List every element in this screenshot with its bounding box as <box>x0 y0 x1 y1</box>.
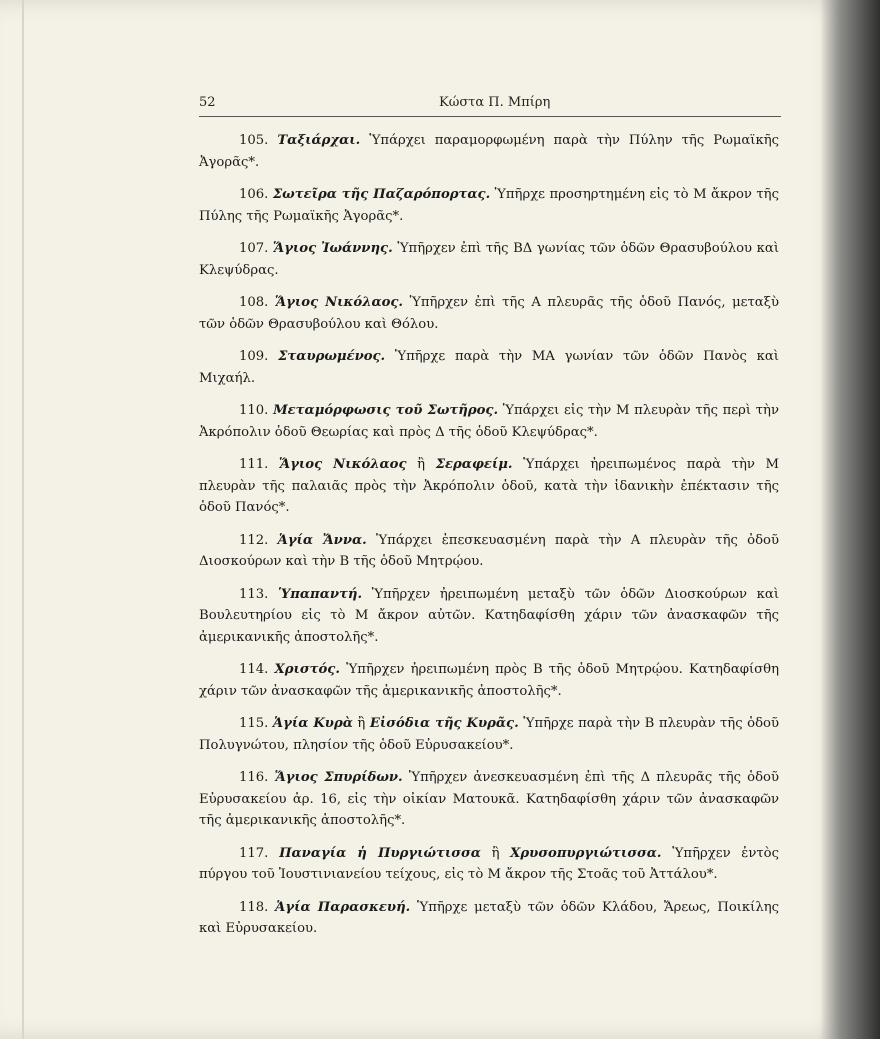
church-name: Μεταμόρφωσις τοῦ Σωτῆρος. <box>273 403 499 418</box>
church-name: Σταυρωμένος. <box>278 349 386 364</box>
entry-text: Ὑπῆρχεν ἠρειπωμένη πρὸς Β τῆς ὁδοῦ Μητρῴου. Κατηδαφίσθη χάριν τῶν ἀνασκαφῶν τῆς ἀμερικανικῆς ἀποστολῆς*. <box>199 662 779 699</box>
church-name: Ταξιάρχαι. <box>277 133 361 148</box>
page-edge-line <box>22 0 24 1039</box>
entry-118 <box>199 897 779 940</box>
entry-116 <box>199 767 779 832</box>
entry-text: Ὑπῆρχε μεταξὺ τῶν ὁδῶν Κλάδου, Ἄρεως, Ποικίλης καὶ Εὐρυσακείου. <box>199 899 779 936</box>
church-name: Ἅγιος Ἰωάννης. <box>273 241 393 256</box>
entry-109 <box>199 346 779 389</box>
entry-number: 110. <box>239 403 269 418</box>
church-name: Ὑπαπαντή. <box>278 586 363 602</box>
entry-text: Ὑπάρχει ἠρειπωμένος παρὰ τὴν Μ πλευρὰν τῆς παλαιᾶς πρὸς τὴν Ἀκρόπολιν ὁδοῦ, κατὰ τὴν ἰδανικὴν ἐπέκτασιν τῆς ὁδοῦ Πανός*. <box>199 457 779 515</box>
page-header <box>199 95 779 117</box>
entry-number: 113. <box>239 586 269 602</box>
entry-text: Ὑπῆρχε παρὰ τὴν ΜΑ γωνίαν τῶν ὁδῶν Πανὸς καὶ Μιχαήλ. <box>199 349 779 386</box>
entry-117 <box>199 843 779 886</box>
entry-text: Ὑπάρχει παραμορφωμένη παρὰ τὴν Πύλην τῆς Ρωμαϊκῆς Ἀγορᾶς*. <box>199 133 779 170</box>
church-name: Σωτεῖρα τῆς Παζαρόπορτας. <box>272 187 491 202</box>
entry-number: 107. <box>239 241 269 256</box>
entry-text: Ὑπῆρχε προσηρτημένη εἰς τὸ Μ ἄκρον τῆς Πύλης τῆς Ρωμαϊκῆς Ἀγορᾶς*. <box>199 187 779 224</box>
church-name: Ἅγιος Νικόλαος. <box>274 295 404 310</box>
entry-112 <box>199 530 779 573</box>
entry-text: Ὑπῆρχεν ἐπὶ τῆς ΒΔ γωνίας τῶν ὁδῶν Θρασυβούλου καὶ Κλεψύδρας. <box>199 241 779 278</box>
entry-106 <box>199 184 779 227</box>
entry-number: 115. <box>239 716 269 731</box>
church-name: Ἅγιος Σπυρίδων. <box>274 770 403 785</box>
entry-114 <box>199 659 779 702</box>
church-alt-name: Χρυσοπυργιώτισσα. <box>510 845 662 861</box>
entry-110 <box>199 400 779 443</box>
church-name: Ἅγιος Νικόλαος <box>279 457 407 472</box>
entry-number: 116. <box>239 770 269 785</box>
entry-105 <box>199 130 779 173</box>
church-alt-name: Σεραφείμ. <box>435 457 513 472</box>
church-name: Ἁγία Παρασκευή. <box>275 899 411 915</box>
church-name: Ἁγία Κυρὰ <box>272 716 353 731</box>
page-number: 52 <box>199 95 216 110</box>
entry-number: 106. <box>239 187 269 202</box>
entry-115 <box>199 713 779 756</box>
entry-text: Ὑπῆρχεν ἠρειπωμένη μεταξὺ τῶν ὁδῶν Διοσκούρων καὶ Βουλευτηρίου εἰς τὸ Μ ἄκρον αὐτῶν. Κατηδαφίσθη χάριν τῶν ἀνασκαφῶν τῆς ἀμερικανικῆς ἀποστολῆς*. <box>199 586 779 645</box>
entry-number: 112. <box>239 532 269 548</box>
name-conjunction: ἢ <box>357 716 366 731</box>
entry-text: Ὑπῆρχεν ἐντὸς πύργου τοῦ Ἰουστινιανείου τείχους, εἰς τὸ Μ ἄκρον τῆς Στοᾶς τοῦ Ἀττάλου*. <box>199 845 779 882</box>
entry-text: Ὑπάρχει εἰς τὴν Μ πλευρὰν τῆς περὶ τὴν Ἀκρόπολιν ὁδοῦ Θεωρίας καὶ πρὸς Δ τῆς ὁδοῦ Κλεψύδρας*. <box>199 403 779 440</box>
entry-113 <box>199 584 779 649</box>
running-title: Κώστα Π. Μπίρη <box>439 95 551 110</box>
entry-number: 118. <box>239 899 269 915</box>
name-conjunction: ἢ <box>417 457 426 472</box>
church-name: Χριστός. <box>274 662 340 677</box>
entry-number: 111. <box>239 457 269 472</box>
entry-108 <box>199 292 779 335</box>
entry-number: 109. <box>239 349 269 364</box>
entry-text: Ὑπῆρχε παρὰ τὴν Β πλευρὰν τῆς ὁδοῦ Πολυγνώτου, πλησίον τῆς ὁδοῦ Εὐρυσακείου*. <box>199 716 779 753</box>
entry-text: Ὑπῆρχεν ἐπὶ τῆς Α πλευρᾶς τῆς ὁδοῦ Πανός, μεταξὺ τῶν ὁδῶν Θρασυβούλου καὶ Θόλου. <box>199 295 779 332</box>
entry-list <box>199 130 779 951</box>
church-name: Ἁγία Ἄννα. <box>277 532 367 548</box>
entry-text: Ὑπάρχει ἐπεσκευασμένη παρὰ τὴν Α πλευρὰν τῆς ὁδοῦ Διοσκούρων καὶ τὴν Β τῆς ὁδοῦ Μητρῴου. <box>199 532 779 569</box>
entry-111 <box>199 454 779 519</box>
entry-number: 105. <box>239 133 269 148</box>
header-rule <box>199 116 781 117</box>
binding-shadow <box>820 0 880 1039</box>
entry-number: 117. <box>239 845 269 861</box>
church-alt-name: Εἰσόδια τῆς Κυρᾶς. <box>369 716 519 731</box>
church-name: Παναγία ἡ Πυργιώτισσα <box>279 845 481 861</box>
entry-text: Ὑπῆρχεν ἀνεσκευασμένη ἐπὶ τῆς Δ πλευρᾶς τῆς ὁδοῦ Εὐρυσακείου ἀρ. 16, εἰς τὴν οἰκίαν Ματουκᾶ. Κατηδαφίσθη χάριν τῶν ἀνασκαφῶν τῆς ἀμερικανικῆς ἀποστολῆς*. <box>199 770 780 828</box>
entry-number: 114. <box>239 662 269 677</box>
name-conjunction: ἢ <box>491 845 500 861</box>
entry-number: 108. <box>239 295 269 310</box>
entry-107 <box>199 238 779 281</box>
